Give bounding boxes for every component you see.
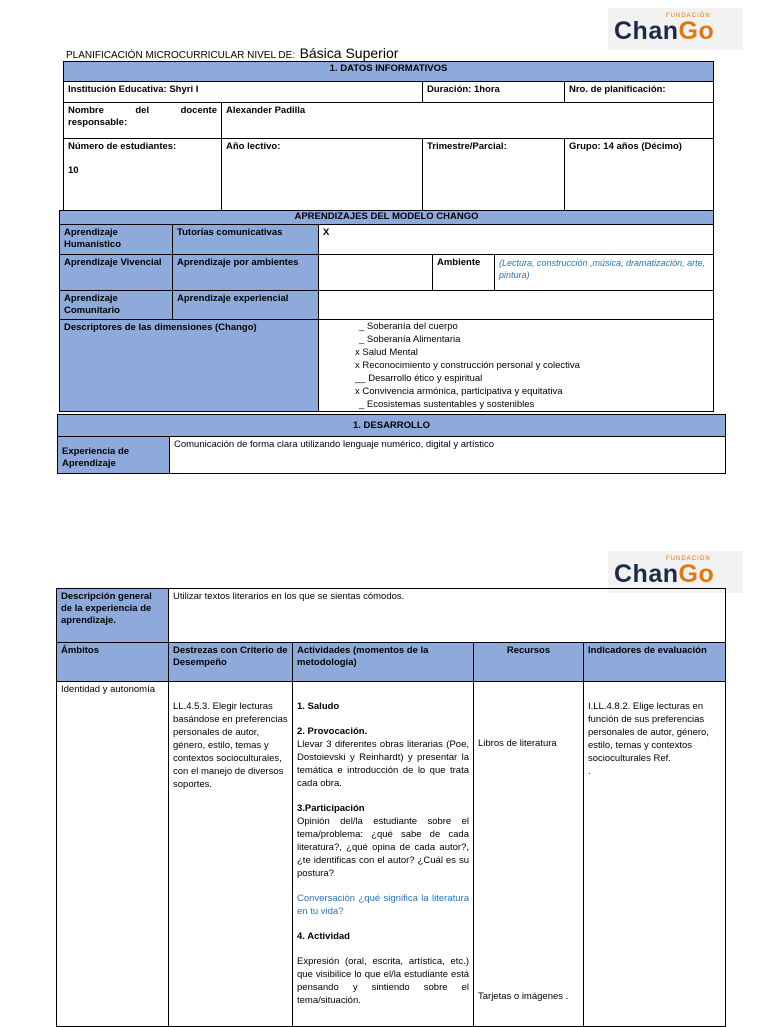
header-ambitos: Ámbitos [57,643,169,682]
ambito-cell: Identidad y autonomía [57,682,169,1027]
experiencia-label: Experiencia de Aprendizaje [58,437,170,474]
descriptor-item: x Convivencia armónica, participativa y equitativa [355,386,563,397]
recurso-tarjetas: Tarjetas o imágenes . [478,991,569,1002]
indicador-dot: . [588,766,591,777]
act-participacion-title: 3.Participación [297,803,365,814]
docente-name: Alexander Padilla [222,103,714,139]
descriptor-item: __ Desarrollo ético y espiritual [355,373,483,384]
chango-logo [608,551,743,593]
desarrollo-table [57,414,726,474]
duracion-cell: Duración: 1hora [423,82,565,103]
descripcion-general-value: Utilizar textos literarios en los que se sientas cómodos. [169,589,726,643]
descriptor-item: _ Soberanía del cuerpo [359,321,458,332]
experiencial-value-cell [319,291,714,320]
section-desarrollo-header: 1. DESARROLLO [58,415,726,437]
header-destrezas: Destrezas con Criterio de Desempeño [169,643,293,682]
logo-chan-text: Chan [614,560,679,588]
title-level: Básica Superior [299,45,399,61]
ambiente-label: Ambiente [433,255,495,291]
grupo-cell: Grupo: 14 años (Décimo) [565,139,714,211]
ambiente-value: (Lectura, construcción ,música, dramatización, arte, pintura) [495,255,714,291]
logo-go-text: Go [678,17,715,45]
logo-foundation-text: FUNDACIÓN [666,13,711,19]
header-indicadores: Indicadores de evaluación [584,643,726,682]
act-provocacion-text: Llevar 3 diferentes obras literarias (Poe, Dostoievski y Reinhardt) y presentar la temática e introducción de lo que trata cada obra. [297,739,469,789]
recurso-libros: Libros de literatura [478,738,557,749]
descriptores-label: Descriptores de las dimensiones (Chango) [60,320,319,412]
descriptores-list [319,320,714,412]
indicador-text: I.LL.4.8.2. Elige lecturas en función de sus preferencias personales de autor, género, estilo, temas y contextos socioculturales Ref. [588,701,709,764]
act-participacion-text: Opinión del/la estudiante sobre el tema/problema: ¿qué sabe de cada literatura?, ¿qué opina de cada autor?, ¿te identificas con el autor? ¿Cuál es su postura? [297,816,469,879]
indicadores-cell [584,682,726,1027]
chango-logo [608,8,743,50]
descriptor-item: _ Soberanía Alimentaria [359,334,461,345]
num-estudiantes-cell [64,139,222,211]
actividades-table [56,588,726,1027]
aprendizaje-experiencial-label: Aprendizaje experiencial [173,291,319,320]
act-saludo: 1. Saludo [297,701,340,712]
aprendizaje-comunitario-label: Aprendizaje Comunitario [60,291,173,320]
tutorias-label: Tutorías comunicativas [173,225,319,255]
aprendizaje-ambientes-label: Aprendizaje por ambientes [173,255,319,291]
ambientes-value-cell [319,255,433,291]
actividades-cell [293,682,474,1027]
title-prefix: PLANIFICACIÓN MICROCURRICULAR NIVEL DE: [66,50,296,61]
header-actividades: Actividades (momentos de la metodología) [293,643,474,682]
num-estudiantes-value: 10 [68,165,79,176]
recursos-cell [474,682,584,1027]
header-recursos: Recursos [474,643,584,682]
section-datos-header: 1. DATOS INFORMATIVOS [64,62,714,82]
aprendizaje-vivencial-label: Aprendizaje Vivencial [60,255,173,291]
act-provocacion-title: 2. Provocación. [297,726,368,737]
datos-informativos-table [63,61,714,211]
act-actividad-text: Expresión (oral, escrita, artística, etc.) que visibilice lo que el/la estudiante está pensando y sintiendo sobre el tema/situación. [297,956,469,1006]
act-actividad-title: 4. Actividad [297,931,350,942]
anio-lectivo-cell: Año lectivo: [222,139,423,211]
logo-chan-text: Chan [614,17,679,45]
institucion-cell: Institución Educativa: Shyri I [64,82,423,103]
docente-label: Nombre del docente responsable: [64,103,222,139]
aprendizaje-humanistico-label: Aprendizaje Humanístico [60,225,173,255]
trimestre-cell: Trimestre/Parcial: [423,139,565,211]
nro-planificacion-cell: Nro. de planificación: [565,82,714,103]
destreza-cell: LL.4.5.3. Elegir lecturas basándose en preferencias personales de autor, género, estilo, temas y contextos socioculturales, con el manejo de diversos soportes. [169,682,293,1027]
descripcion-general-label: Descripción general de la experiencia de aprendizaje. [57,589,169,643]
section-aprendizajes-header: APRENDIZAJES DEL MODELO CHANGO [60,211,714,225]
tutorias-mark: X [319,225,714,255]
act-conversacion: Conversación ¿qué significa la literatura en tu vida? [297,893,469,917]
descriptor-item: _ Ecosistemas sustentables y sostenibles [359,399,535,410]
num-estudiantes-label: Número de estudiantes: [68,141,177,152]
descriptor-item: x Salud Mental [355,347,418,358]
logo-go-text: Go [678,560,715,588]
experiencia-value: Comunicación de forma clara utilizando lenguaje numérico, digital y artístico [170,437,726,474]
descriptor-item: x Reconocimiento y construcción personal y colectiva [355,360,580,371]
logo-foundation-text: FUNDACIÓN [666,556,711,562]
aprendizajes-table [59,210,714,412]
